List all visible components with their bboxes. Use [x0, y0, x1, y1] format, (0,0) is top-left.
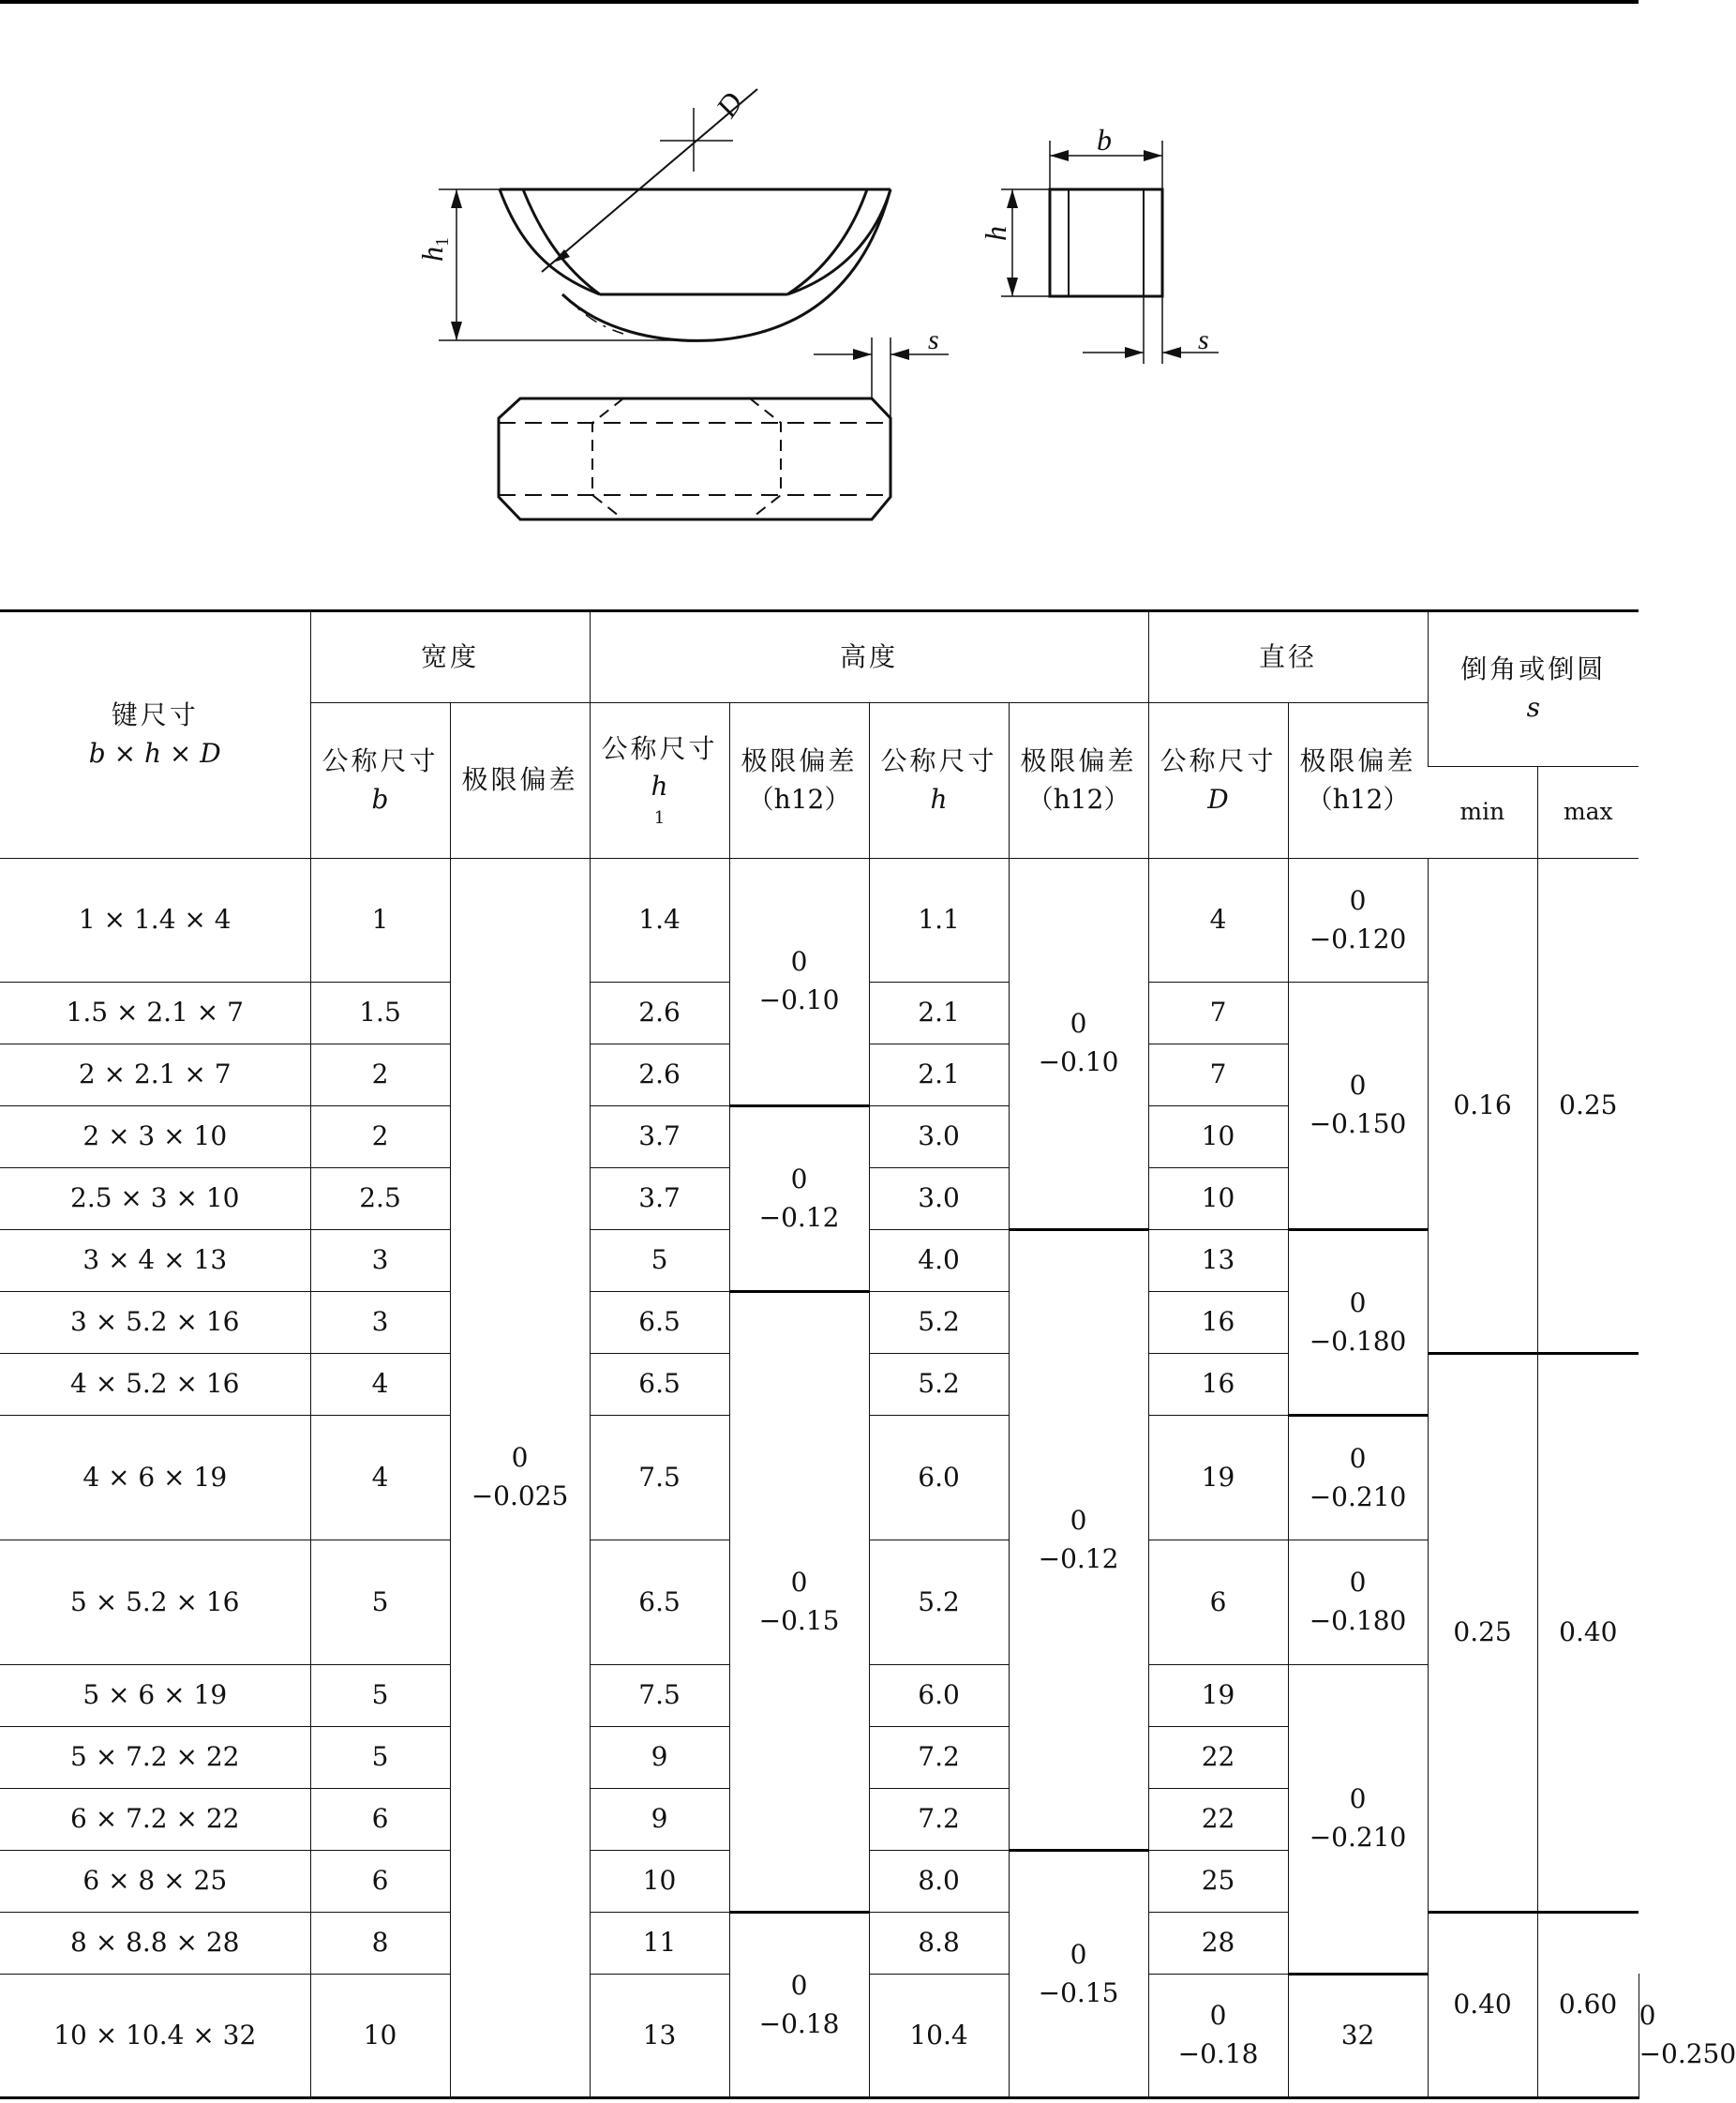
- header-b-nominal: 公称尺寸 b: [310, 703, 450, 859]
- cell-h: 7.2: [869, 1727, 1009, 1789]
- cell-key: 2 × 3 × 10: [0, 1106, 310, 1168]
- cell-key: 3 × 4 × 13: [0, 1230, 310, 1292]
- cell-key: 4 × 6 × 19: [0, 1416, 310, 1540]
- cell-h: 8.0: [869, 1851, 1009, 1913]
- label-D: D: [709, 85, 750, 124]
- cell-h1: 6.5: [590, 1540, 729, 1665]
- key-dimension-table: [0, 609, 1736, 2099]
- cell-h-dev: 0 −0.15: [1009, 1851, 1148, 2098]
- cell-key: 6 × 7.2 × 22: [0, 1789, 310, 1851]
- cell-D: 4: [1148, 859, 1288, 983]
- cell-key: 8 × 8.8 × 28: [0, 1913, 310, 1975]
- cell-b: 1: [310, 859, 450, 983]
- cell-key: 3 × 5.2 × 16: [0, 1292, 310, 1354]
- label-h: h: [979, 226, 1012, 241]
- cell-h1: 3.7: [590, 1168, 729, 1230]
- cell-D: 25: [1148, 1851, 1288, 1913]
- cell-h: 2.1: [869, 983, 1009, 1044]
- cell-h: 4.0: [869, 1230, 1009, 1292]
- cell-h: 1.1: [869, 859, 1009, 983]
- cell-key: 1 × 1.4 × 4: [0, 859, 310, 983]
- header-h-nominal: 公称尺寸 h: [869, 703, 1009, 859]
- table-row: [0, 859, 1639, 983]
- cell-b: 4: [310, 1416, 450, 1540]
- cell-b: 5: [310, 1540, 450, 1665]
- cell-h1: 6.5: [590, 1292, 729, 1354]
- cell-h1: 2.6: [590, 1044, 729, 1106]
- header-h1-nominal: 公称尺寸 h 1: [590, 703, 729, 859]
- cell-h1-dev: 0 −0.18: [729, 1913, 869, 2098]
- header-key-size: 键尺寸 b × h × D: [0, 611, 310, 859]
- cell-key: 6 × 8 × 25: [0, 1851, 310, 1913]
- cell-D: 16: [1148, 1292, 1288, 1354]
- cell-h1-dev: 0 −0.15: [729, 1292, 869, 1913]
- cell-h: 5.2: [869, 1354, 1009, 1416]
- key-drawing: [0, 0, 1639, 609]
- cell-D: 22: [1148, 1789, 1288, 1851]
- cell-h1-dev: 0 −0.10: [729, 859, 869, 1106]
- header-D-nominal: 公称尺寸 D: [1148, 703, 1288, 859]
- cell-h: 8.8: [869, 1913, 1009, 1975]
- label-h1: h1: [415, 237, 453, 262]
- cell-b-dev: 0 −0.025: [450, 859, 590, 2098]
- cell-h-dev: 0 −0.12: [1009, 1230, 1148, 1851]
- cell-b: 1.5: [310, 983, 450, 1044]
- cell-s-min: 0.16: [1428, 859, 1537, 1354]
- cell-key: 5 × 5.2 × 16: [0, 1540, 310, 1665]
- cell-key: 5 × 7.2 × 22: [0, 1727, 310, 1789]
- cell-h1: 3.7: [590, 1106, 729, 1168]
- header-h-dev: 极限偏差 （h12）: [1009, 703, 1148, 859]
- cell-b: 3: [310, 1292, 450, 1354]
- header-chamfer: 倒角或倒圆 s: [1428, 611, 1639, 767]
- side-view: [1001, 141, 1219, 364]
- cell-b: 2.5: [310, 1168, 450, 1230]
- cell-h-dev: 0 −0.10: [1009, 859, 1148, 1230]
- cell-s-max: 0.40: [1537, 1354, 1639, 1913]
- cell-b: 4: [310, 1354, 450, 1416]
- cell-h1: 7.5: [590, 1665, 729, 1727]
- cell-D: 19: [1148, 1665, 1288, 1727]
- label-s-top: s: [928, 324, 939, 355]
- cell-h1: 6.5: [590, 1354, 729, 1416]
- cell-b: 3: [310, 1230, 450, 1292]
- header-s-min: min: [1428, 767, 1537, 859]
- header-h1-dev: 极限偏差 （h12）: [729, 703, 869, 859]
- cell-h1: 10: [590, 1851, 729, 1913]
- cell-b: 6: [310, 1851, 450, 1913]
- cell-key: 2 × 2.1 × 7: [0, 1044, 310, 1106]
- front-view: [439, 89, 890, 340]
- cell-h1: 2.6: [590, 983, 729, 1044]
- cell-D-dev: 0 −0.180: [1288, 1540, 1428, 1665]
- header-s-max: max: [1537, 767, 1639, 859]
- cell-D: 19: [1148, 1416, 1288, 1540]
- cell-h1: 9: [590, 1727, 729, 1789]
- cell-h: 3.0: [869, 1168, 1009, 1230]
- cell-D-dev: 0 −0.210: [1288, 1416, 1428, 1540]
- cell-s-max: 0.60: [1537, 1913, 1639, 2098]
- cell-key: 10 × 10.4 × 32: [0, 1975, 310, 2098]
- cell-h: 6.0: [869, 1416, 1009, 1540]
- cell-s-min: 0.40: [1428, 1913, 1537, 2098]
- cell-b: 5: [310, 1665, 450, 1727]
- cell-h: 6.0: [869, 1665, 1009, 1727]
- cell-h: 3.0: [869, 1106, 1009, 1168]
- cell-h1: 7.5: [590, 1416, 729, 1540]
- cell-D: 7: [1148, 983, 1288, 1044]
- cell-b: 10: [310, 1975, 450, 2098]
- cell-key: 2.5 × 3 × 10: [0, 1168, 310, 1230]
- cell-h1: 11: [590, 1913, 729, 1975]
- label-b: b: [1097, 123, 1112, 157]
- cell-D: 13: [1148, 1230, 1288, 1292]
- cell-D-dev: 0 −0.120: [1288, 859, 1428, 983]
- cell-D-dev: 0 −0.210: [1288, 1665, 1428, 1975]
- cell-D: 22: [1148, 1727, 1288, 1789]
- cell-D: 6: [1148, 1540, 1288, 1665]
- cell-b: 2: [310, 1044, 450, 1106]
- cell-key: 4 × 5.2 × 16: [0, 1354, 310, 1416]
- cell-b: 2: [310, 1106, 450, 1168]
- header-width: 宽度: [310, 611, 590, 703]
- arrowheads: [451, 150, 1181, 360]
- cell-h: 10.4: [869, 1975, 1009, 2098]
- header-diameter: 直径: [1148, 611, 1428, 703]
- cell-h1: 5: [590, 1230, 729, 1292]
- cell-s-min: 0.25: [1428, 1354, 1537, 1913]
- cell-h: 7.2: [869, 1789, 1009, 1851]
- cell-D: 10: [1148, 1168, 1288, 1230]
- cell-key: 1.5 × 2.1 × 7: [0, 983, 310, 1044]
- top-view: [499, 338, 949, 519]
- cell-D-dev: 0 −0.150: [1288, 983, 1428, 1230]
- cell-D: 16: [1148, 1354, 1288, 1416]
- cell-h: 5.2: [869, 1540, 1009, 1665]
- cell-D: 10: [1148, 1106, 1288, 1168]
- cell-D-dev: 0 −0.180: [1288, 1230, 1428, 1416]
- table-row: 10 × 10.4 × 32 10 13 10.4 0 −0.18 32 0 −0.250: [0, 1975, 1639, 2098]
- cell-key: 5 × 6 × 19: [0, 1665, 310, 1727]
- cell-h1: 9: [590, 1789, 729, 1851]
- cell-b: 8: [310, 1913, 450, 1975]
- cell-h-dev: 0 −0.18: [1148, 1975, 1288, 2098]
- label-s-right: s: [1198, 324, 1209, 355]
- cell-h1: 13: [590, 1975, 729, 2098]
- header-height: 高度: [590, 611, 1148, 703]
- cell-b: 5: [310, 1727, 450, 1789]
- cell-D: 7: [1148, 1044, 1288, 1106]
- cell-s-max: 0.25: [1537, 859, 1639, 1354]
- cell-h1: 1.4: [590, 859, 729, 983]
- cell-h: 2.1: [869, 1044, 1009, 1106]
- header-D-dev: 极限偏差 （h12）: [1288, 703, 1428, 859]
- cell-b: 6: [310, 1789, 450, 1851]
- cell-D: 32: [1288, 1975, 1428, 2098]
- cell-D: 28: [1148, 1913, 1288, 1975]
- cell-h1-dev: 0 −0.12: [729, 1106, 869, 1292]
- cell-h: 5.2: [869, 1292, 1009, 1354]
- header-b-dev: 极限偏差: [450, 703, 590, 859]
